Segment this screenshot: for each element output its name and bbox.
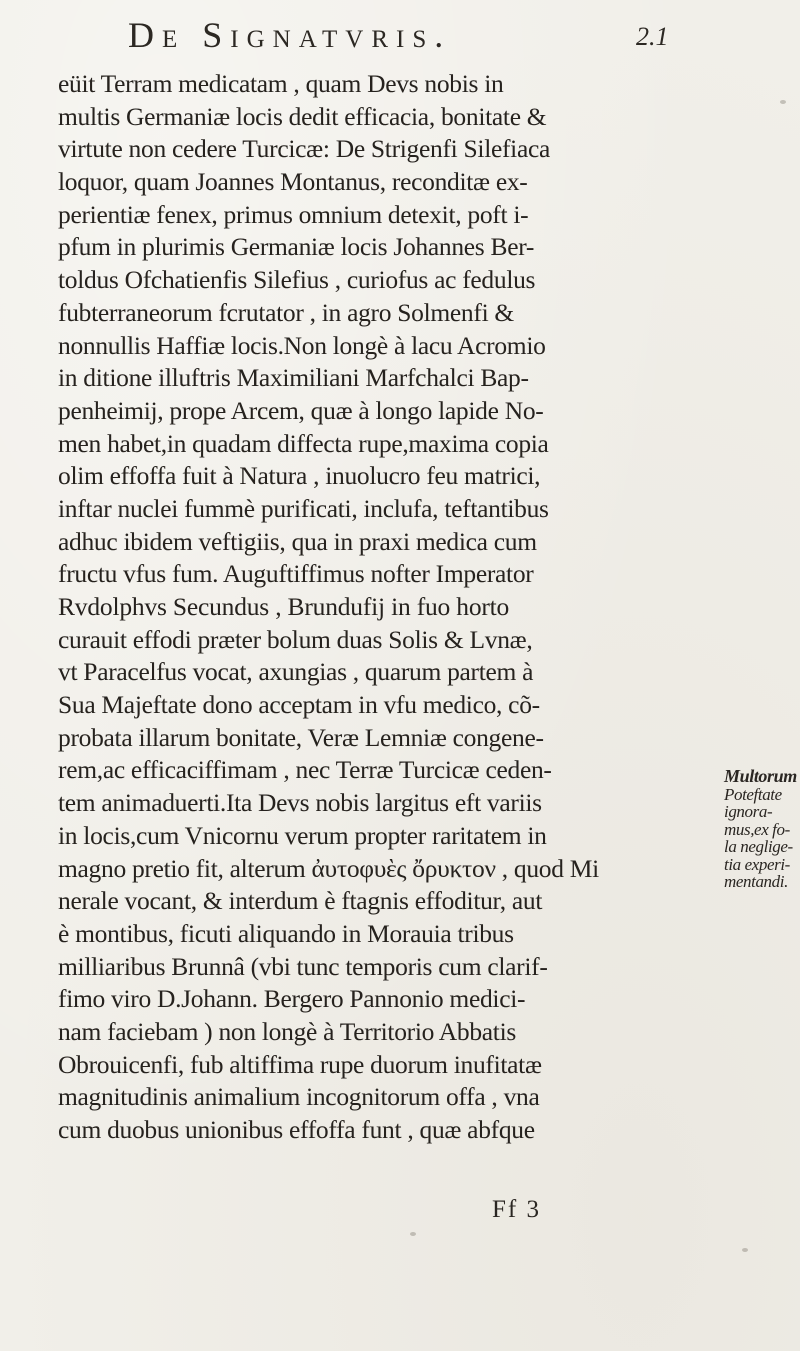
margin-line-1: Multorum: [724, 766, 797, 786]
margin-line-7: mentandi.: [724, 872, 788, 891]
text-line-1: eüit Terram medicatam , quam Devs nobis in: [58, 69, 504, 98]
ink-speck: [780, 100, 786, 104]
text-line-12: men habet,in quadam diffecta rupe,maxima copia: [58, 428, 549, 458]
text-line-6: pfum in plurimis Germaniæ locis Johannes Ber-: [58, 232, 535, 262]
signature-mark: Ff 3: [492, 1196, 541, 1223]
text-line-26: nerale vocant, & interdum è ftagnis effoditur, aut: [58, 886, 543, 916]
text-line-33: cum duobus unionibus effoffa funt , quæ abfque: [58, 1115, 535, 1144]
text-line-9: nonnullis Haffiæ locis.Non longè à lacu Acromio: [58, 330, 546, 360]
text-line-22: rem,ac efficaciffimam , nec Terræ Turcicæ ceden-: [58, 755, 552, 785]
text-line-10: in ditione illuftris Maximiliani Marfchalci Bap-: [58, 363, 529, 393]
text-line-7: toldus Ofchatienfis Silefius , curiofus ac fedulus: [58, 265, 536, 295]
text-line-25: magno pretio fit, alterum ἀυτοφυὲς ὄρυκτον , quod Mi: [58, 853, 599, 883]
running-head: [0, 14, 800, 64]
text-line-21: probata illarum bonitate, Veræ Lemniæ congene-: [58, 722, 544, 752]
ink-speck: [410, 1232, 416, 1236]
text-line-28: milliaribus Brunnâ (vbi tunc temporis cum clarif-: [58, 951, 548, 981]
text-line-29: fimo viro D.Johann. Bergero Pannonio medici-: [58, 984, 526, 1014]
margin-line-2: Poteftate: [724, 784, 782, 804]
text-line-4: loquor, quam Joannes Montanus, reconditæ ex-: [58, 167, 528, 197]
text-line-8: fubterraneorum fcrutator , in agro Solmenfi &: [58, 297, 514, 327]
body-text: [58, 68, 718, 1147]
text-line-24: in locis,cum Vnicornu verum propter raritatem in: [58, 820, 547, 850]
margin-line-4: mus,ex fo-: [724, 819, 790, 839]
text-line-20: Sua Majeftate dono acceptam in vfu medico, cõ-: [58, 690, 540, 720]
text-line-27: è montibus, ficuti aliquando in Morauia tribus: [58, 918, 514, 948]
text-line-5: perientiæ fenex, primus omnium detexit, poft i-: [58, 199, 529, 229]
text-line-31: Obrouicenfi, fub altiffima rupe duorum inufitatæ: [58, 1049, 542, 1079]
text-line-17: Rvdolphvs Secundus , Brundufij in fuo horto: [58, 592, 510, 621]
text-line-2: multis Germaniæ locis dedit efficacia, bonitate &: [58, 101, 547, 131]
running-head-title: De Signatvris.: [128, 15, 452, 55]
text-line-3: virtute non cedere Turcicæ: De Strigenfi Silefiaca: [58, 134, 551, 164]
margin-line-6: tia experi-: [724, 854, 790, 874]
text-line-14: inftar nuclei fummè purificati, inclufa, teftantibus: [58, 493, 549, 523]
text-line-23: tem animaduerti.Ita Devs nobis largitus eft variis: [58, 788, 542, 818]
page-number: 2.1: [636, 22, 669, 51]
text-line-16: fructu vfus fum. Auguftiffimus nofter Imperator: [58, 559, 534, 589]
text-line-18: curauit effodi præter bolum duas Solis & Lvnæ,: [58, 624, 533, 654]
text-line-11: penheimij, prope Arcem, quæ à longo lapide No-: [58, 395, 544, 425]
margin-line-3: ignora-: [724, 802, 773, 821]
text-line-13: olim effoffa fuit à Natura , inuolucro feu matrici,: [58, 461, 541, 491]
text-line-19: vt Paracelfus vocat, axungias , quarum partem à: [58, 657, 534, 687]
marginal-note: [724, 768, 798, 891]
margin-line-5: la neglige-: [724, 837, 793, 856]
text-line-30: nam faciebam ) non longè à Territorio Abbatis: [58, 1016, 516, 1046]
text-line-32: magnitudinis animalium incognitorum offa , vna: [58, 1082, 540, 1112]
text-line-15: adhuc ibidem veftigiis, qua in praxi medica cum: [58, 526, 537, 556]
ink-speck: [742, 1248, 748, 1252]
